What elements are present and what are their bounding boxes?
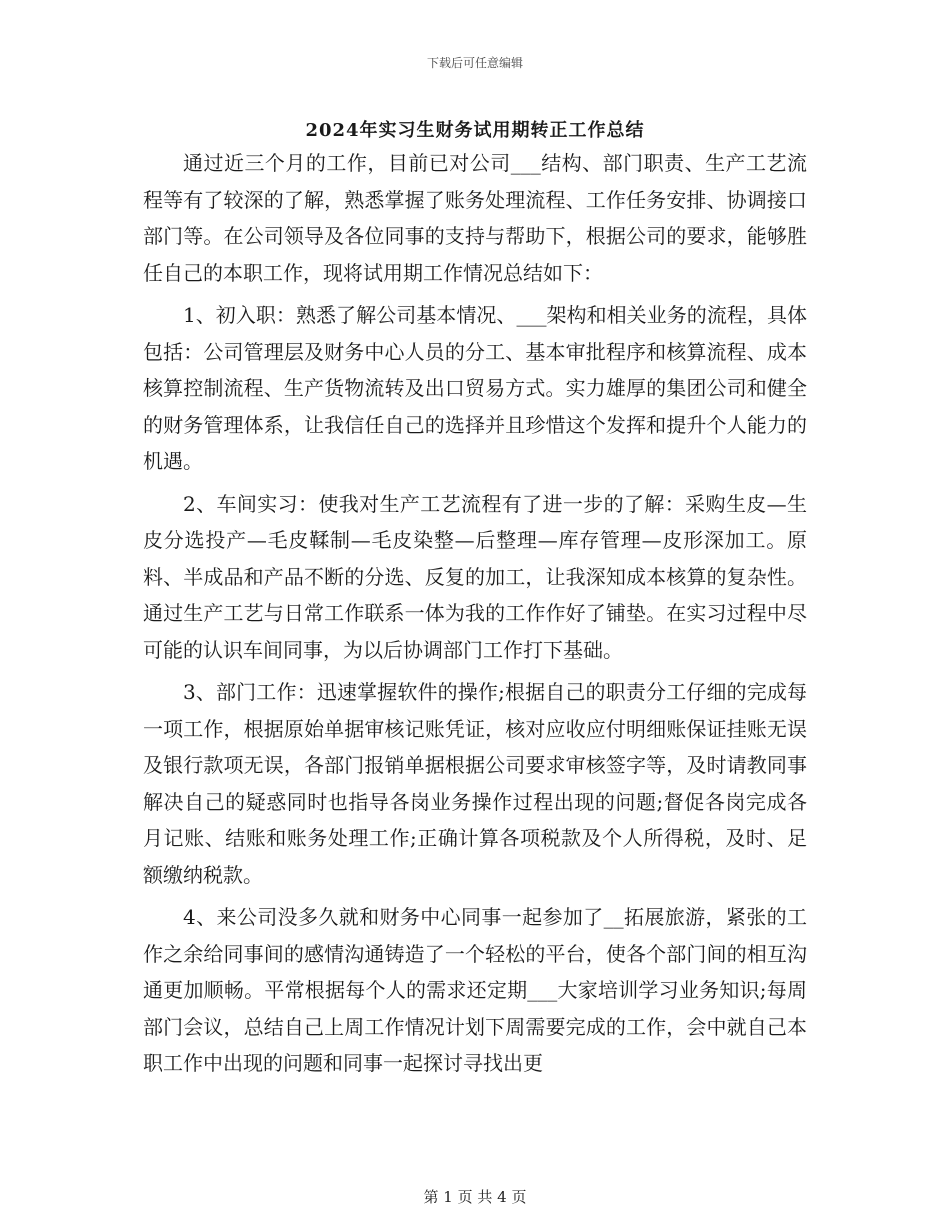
header-note: 下载后可任意编辑: [426, 56, 523, 70]
paragraph-item-3: 3、部门工作：迅速掌握软件的操作;根据自己的职责分工仔细的完成每一项工作，根据原始单据审核记账凭证，核对应收应付明细账保证挂账无误及银行款项无误，各部门报销单据根据公司要求审核签字等，及时请教同事解决自己的疑惑同时也指导各岗业务操作过程出现的问题;督促各岗完成各月记账、结账和账务处理工作;正确计算各项税款及个人所得税，及时、足额缴纳税款。: [143, 680, 807, 887]
document-body: [143, 145, 807, 1088]
paragraph-item-1: 1、初入职：熟悉了解公司基本情况、___架构和相关业务的流程，具体包括：公司管理层及财务中心人员的分工、基本审批程序和核算流程、成本核算控制流程、生产货物流转及出口贸易方式。实力雄厚的集团公司和健全的财务管理体系，让我信任自己的选择并且珍惜这个发挥和提升个人能力的机遇。: [143, 303, 807, 473]
document-title: 2024年实习生财务试用期转正工作总结: [305, 120, 645, 141]
paragraph-item-2: 2、车间实习：使我对生产工艺流程有了进一步的了解：采购生皮—生皮分选投产—毛皮鞣制—毛皮染整—后整理—库存管理—皮形深加工。原料、半成品和产品不断的分选、反复的加工，让我深知成本核算的复杂性。通过生产工艺与日常工作联系一体为我的工作作好了铺垫。在实习过程中尽可能的认识车间同事，为以后协调部门工作打下基础。: [143, 491, 807, 662]
paragraph-intro: 通过近三个月的工作，目前已对公司___结构、部门职责、生产工艺流程等有了较深的了解，熟悉掌握了账务处理流程、工作任务安排、协调接口部门等。在公司领导及各位同事的支持与帮助下，根据公司的要求，能够胜任自己的本职工作，现将试用期工作情况总结如下：: [143, 151, 807, 285]
page-number-footer: 第 1 页 共 4 页: [423, 1188, 527, 1206]
paragraph-item-4: 4、来公司没多久就和财务中心同事一起参加了__拓展旅游，紧张的工作之余给同事间的感情沟通铸造了一个轻松的平台，使各个部门间的相互沟通更加顺畅。平常根据每个人的需求还定期___大家培训学习业务知识;每周部门会议，总结自己上周工作情况计划下周需要完成的工作，会中就自己本职工作中出现的问题和同事一起探讨寻找出更: [143, 905, 807, 1075]
